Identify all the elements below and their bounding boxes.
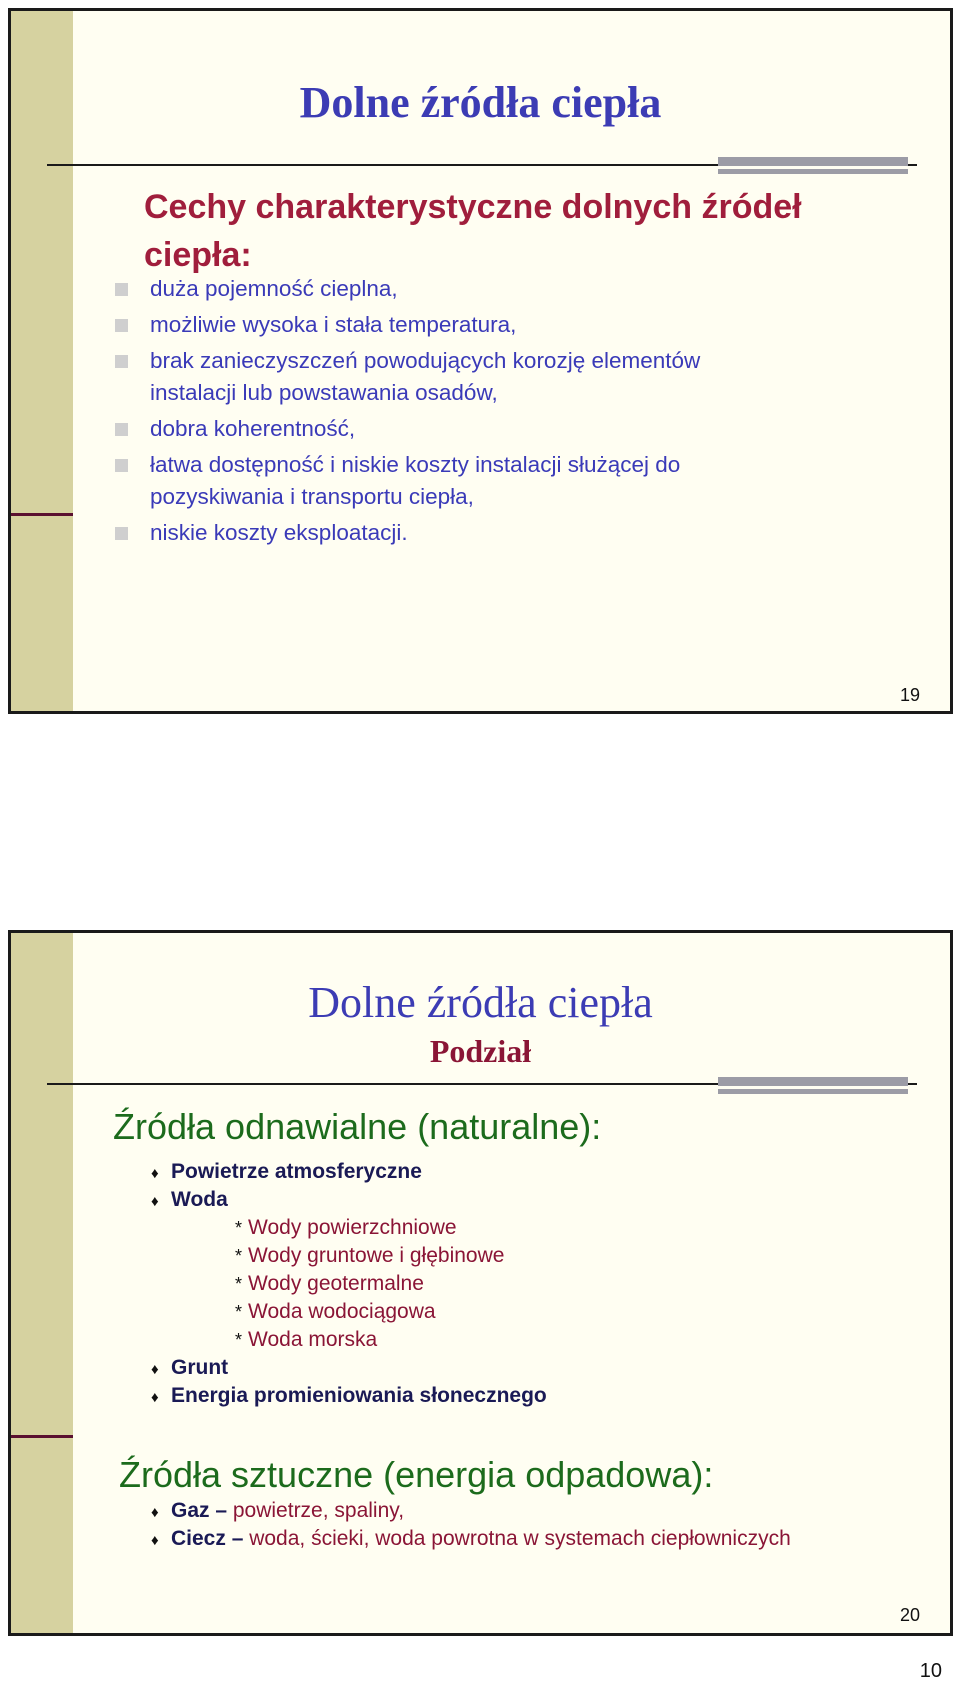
list-item-water-sub: * Wody gruntowe i głębinowe [235,1242,504,1270]
list-item: niskie koszty eksploatacji. [115,517,700,549]
slide-title: Dolne źródła ciepła [299,78,662,127]
asterisk-bullet-icon: * [235,1246,243,1266]
artificial-heading: Źródła sztuczne (energia odpadowa): [119,1454,714,1495]
slide-subtitle: Podział [429,1033,532,1069]
diamond-bullet-icon: ♦ [151,1193,159,1210]
list-item-water-sub: * Wody geotermalne [235,1270,424,1298]
title-rule-bars [718,1077,908,1095]
list-item: brak zanieczyszczeń powodujących korozję elementów instalacji lub powstawania osadów, [115,345,700,409]
square-bullet-icon [115,459,128,472]
asterisk-bullet-icon: * [235,1302,243,1322]
square-bullet-icon [115,319,128,332]
list-item-water-sub: * Woda wodociągowa [235,1298,436,1326]
section-heading-cont [144,231,252,279]
diamond-bullet-icon: ♦ [151,1361,159,1378]
slide-19 [8,8,953,714]
list-item: dobra koherentność, [115,413,700,445]
section-heading-line2: ciepła: [144,236,252,274]
list-item-water: ♦ Woda [151,1186,228,1216]
document-page-number: 10 [919,1660,942,1682]
list-item-ground: ♦ Grunt [151,1354,228,1384]
list-item: łatwa dostępność i niskie koszty instalacji służącej do pozyskiwania i transportu ciepła, [115,449,700,513]
slide-number: 20 [899,1605,920,1625]
square-bullet-icon [115,423,128,436]
section-heading [144,183,802,231]
list-item: możliwie wysoka i stała temperatura, [115,309,700,341]
diamond-bullet-icon: ♦ [151,1389,159,1406]
renewable-heading: Źródła odnawialne (naturalne): [113,1106,602,1147]
list-item: duża pojemność cieplna, [115,273,700,305]
list-item-gas: ♦ Gaz – powietrze, spaliny, [151,1497,404,1527]
slide-left-divider [11,513,73,516]
slide-number: 19 [899,685,920,705]
list-item-liquid: ♦ Ciecz – woda, ścieki, woda powrotna w systemach ciepłowniczych [151,1525,791,1555]
asterisk-bullet-icon: * [235,1274,243,1294]
asterisk-bullet-icon: * [235,1218,243,1238]
list-item-air: ♦ Powietrze atmosferyczne [151,1158,422,1188]
diamond-bullet-icon: ♦ [151,1532,159,1549]
slide-left-divider [11,1435,73,1438]
square-bullet-icon [115,283,128,296]
features-list [115,273,700,553]
slide-title: Dolne źródła ciepła [308,978,653,1027]
list-item-solar: ♦ Energia promieniowania słonecznego [151,1382,547,1412]
section-heading-line1: Cechy charakterystyczne dolnych źródeł [144,188,802,226]
square-bullet-icon [115,355,128,368]
list-item-water-sub: * Woda morska [235,1326,377,1354]
title-rule-bars [718,157,908,175]
diamond-bullet-icon: ♦ [151,1504,159,1521]
list-item-water-sub: * Wody powierzchniowe [235,1214,457,1242]
asterisk-bullet-icon: * [235,1330,243,1350]
square-bullet-icon [115,527,128,540]
diamond-bullet-icon: ♦ [151,1165,159,1182]
slide-20 [8,930,953,1636]
